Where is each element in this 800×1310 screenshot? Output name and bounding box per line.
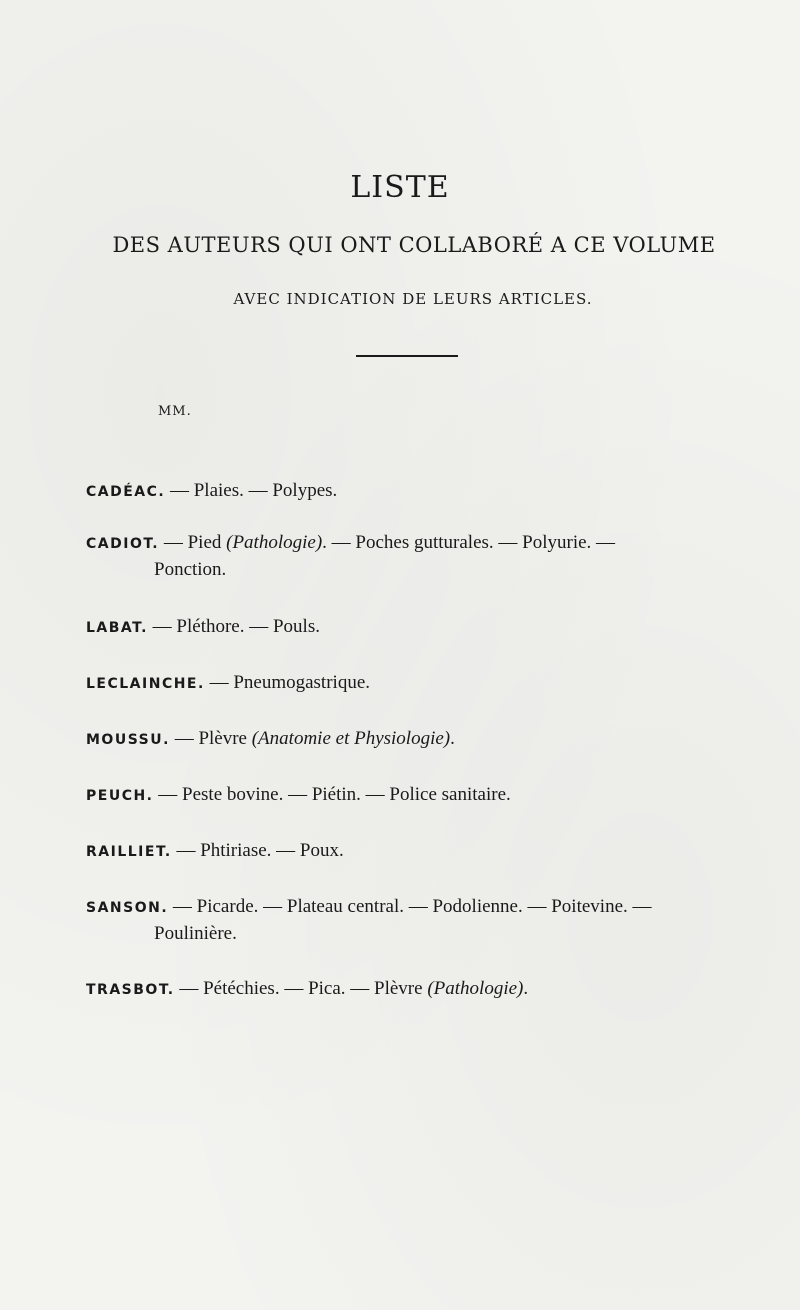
author-name: CADÉAC. [86,484,166,500]
author-articles: — Pléthore. — Pouls. [147,616,320,637]
author-articles: — Pneumogastrique. [204,672,371,693]
author-articles-continued: Poulinière. [154,923,237,944]
author-articles: — Peste bovine. — Piétin. — Police sanitaire. [153,784,511,805]
author-articles [170,728,455,749]
author-name: PEUCH. [86,788,154,804]
author-name: MOUSSU. [86,732,170,748]
article-text: . [450,728,455,749]
author-name: RAILLIET. [86,844,172,860]
page-subtitle: DES AUTEURS QUI ONT COLLABORÉ A CE VOLUME [112,233,716,257]
page-title: LISTE [350,170,450,205]
author-name: TRASBOT. [86,982,175,998]
article-text: — Pétéchies. — Pica. — Plèvre [174,978,428,999]
author-entry [86,782,746,809]
author-entry [86,838,746,865]
author-entry [86,726,746,753]
article-text: — Plèvre [169,728,252,749]
article-text: . [523,978,529,999]
author-name: LABAT. [86,620,148,636]
author-entry [86,670,746,697]
author-articles [175,978,529,999]
author-articles-continued: Ponction. [154,559,227,580]
article-text: . — Poches gutturales. — Polyurie. — [322,532,616,553]
author-entry [86,894,746,947]
author-articles: — Phtiriase. — Poux. [171,840,344,861]
author-name: LECLAINCHE. [86,676,205,692]
author-entry [86,614,746,641]
author-name: SANSON. [86,900,169,916]
article-text: — Pied [159,532,227,553]
author-articles: — Picarde. — Plateau central. — Podolienne. — Poitevine. — [168,896,652,917]
author-articles: — Plaies. — Polypes. [165,480,338,501]
divider-rule [356,355,458,357]
article-italic: (Pathologie) [427,978,524,999]
author-name: CADIOT. [86,536,160,552]
author-entry [86,976,746,1003]
author-entry [86,530,746,583]
article-italic: (Anatomie et Physiologie) [251,728,451,749]
page-subsubtitle: AVEC INDICATION DE LEURS ARTICLES. [233,290,593,308]
author-entry [86,478,746,505]
author-articles [159,532,615,553]
article-italic: (Pathologie) [226,532,323,553]
salutation-prefix: MM. [158,404,192,419]
